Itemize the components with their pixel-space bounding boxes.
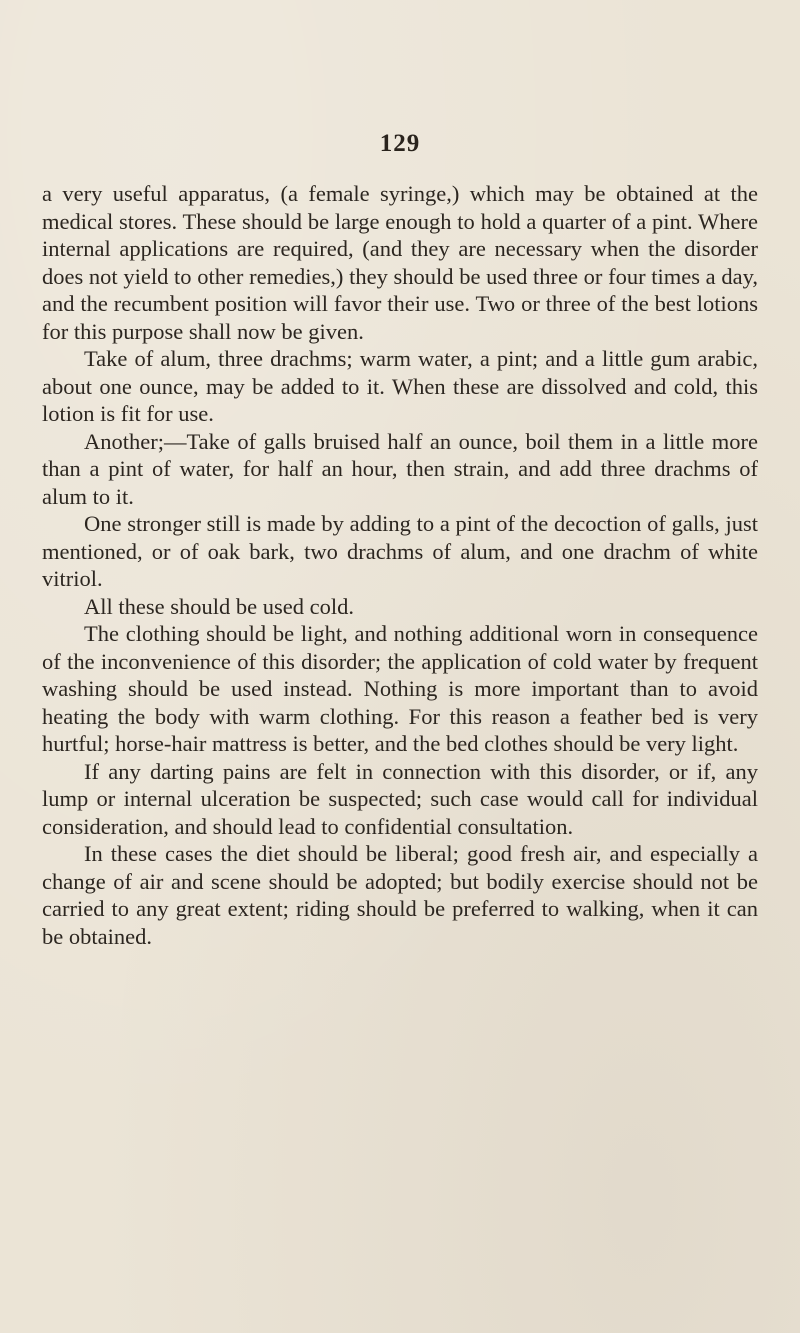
paragraph-alum-lotion: Take of alum, three drachms; warm water, a pint; and a little gum arabic, about one ounce, may be added to it. When these are dissolved and cold, this lotion is fit for use. <box>42 346 758 426</box>
paragraph-stronger-lotion: One stronger still is made by adding to a pint of the decoction of galls, just mentioned, or of oak bark, two drachms of alum, and one drachm of white vitriol. <box>42 511 758 591</box>
paragraph-diet: In these cases the diet should be liberal; good fresh air, and especially a change of air and scene should be adopted; but bodily exercise should not be carried to any great extent; riding should be preferred to walking, when it can be obtained. <box>42 841 758 949</box>
paragraph-continuation: a very useful apparatus, (a female syringe,) which may be obtained at the medical stores. These should be large enough to hold a quarter of a pint. Where internal applications are required, (and they are necessary when the disorder does not yield to other remedies,) they should be used three or four times a day, and the recumbent position will favor their use. Two or three of the best lotions for this purpose shall now be given. <box>42 181 758 344</box>
page-number: 129 <box>379 130 421 157</box>
paragraph-darting-pains: If any darting pains are felt in connection with this disorder, or if, any lump or internal ulceration be suspected; such case would call for individual consideration, and should lead to confidential consultation. <box>42 758 758 839</box>
page-body <box>42 180 758 950</box>
paragraph-clothing: The clothing should be light, and nothing additional worn in consequence of the inconvenience of this disorder; the application of cold water by frequent washing should be used instead. Nothing is more important than to avoid heating the body with warm clothing. For this reason a feather bed is very hurtful; horse-hair mattress is better, and the bed clothes should be very light. <box>42 621 758 756</box>
paragraph-galls-lotion: Another;—Take of galls bruised half an ounce, boil them in a little more than a pint of water, for half an hour, then strain, and add three drachms of alum to it. <box>42 428 758 509</box>
paragraph-use-cold: All these should be used cold. <box>84 593 354 619</box>
